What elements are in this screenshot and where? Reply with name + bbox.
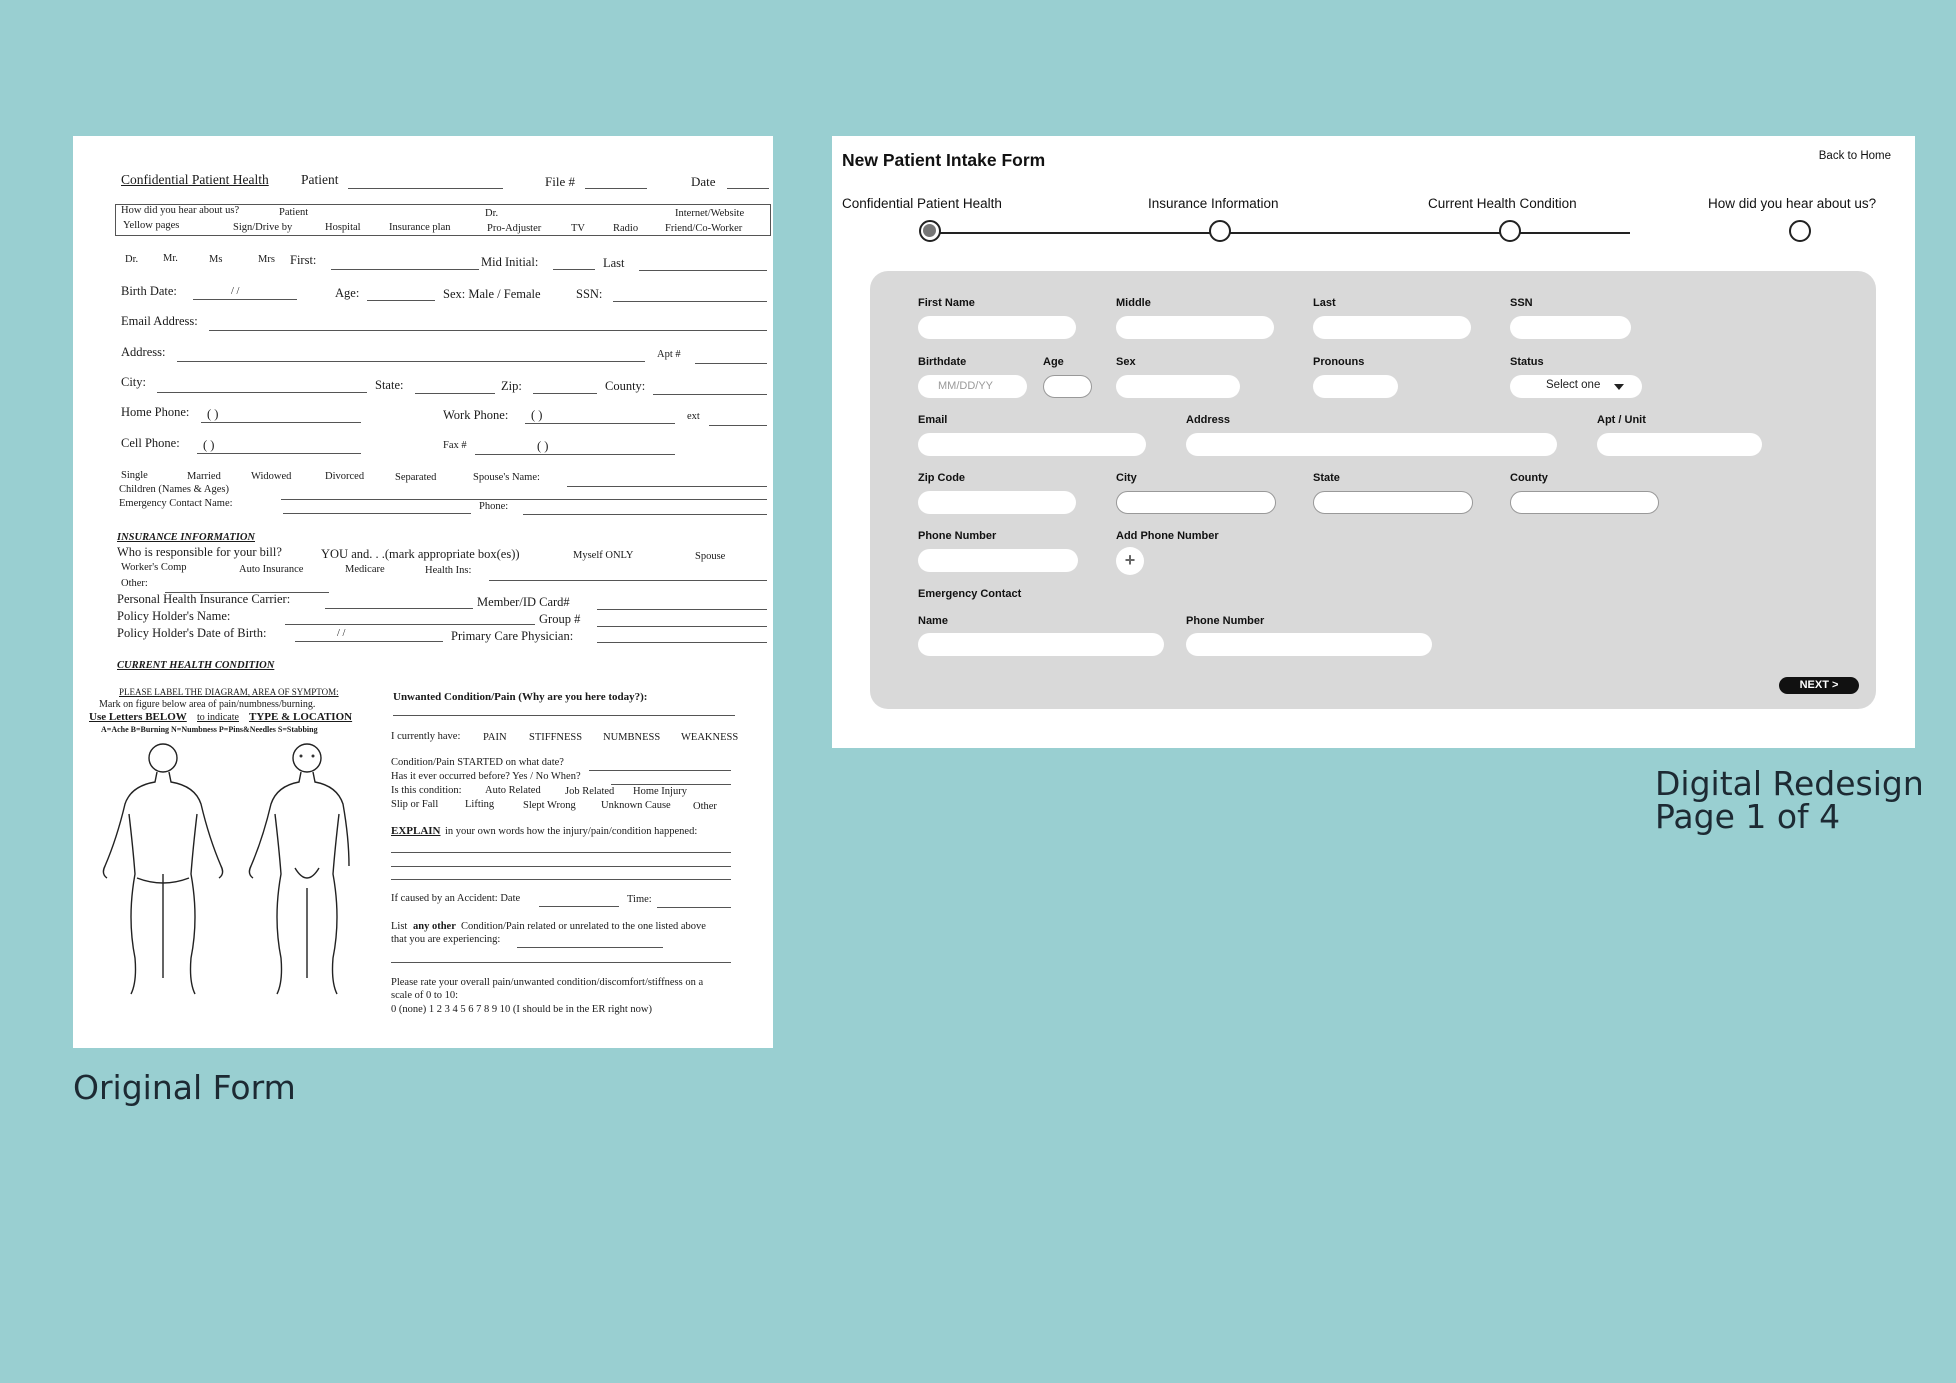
ssn-input[interactable] (1510, 316, 1631, 339)
step-node-1[interactable] (919, 220, 941, 242)
city-label: City (1116, 472, 1137, 484)
address-input[interactable] (1186, 433, 1557, 456)
date-label: Date (691, 174, 716, 189)
health-heading: CURRENT HEALTH CONDITION (117, 660, 275, 671)
auto-ins-label: Auto Insurance (239, 564, 304, 575)
first-label: First: (290, 253, 317, 267)
auto-related-label: Auto Related (485, 785, 541, 796)
rate-text-2: scale of 0 to 10: (391, 990, 459, 1001)
hear-sign: Sign/Drive by (233, 222, 293, 233)
email-input[interactable] (918, 433, 1146, 456)
use-letters: Use Letters BELOW (89, 711, 187, 723)
lifting-label: Lifting (465, 799, 495, 810)
ec-phone-label: Phone Number (1186, 615, 1265, 627)
city-input[interactable] (1116, 491, 1276, 514)
hear-friend: Friend/Co-Worker (665, 223, 743, 234)
weakness-label: WEAKNESS (681, 732, 739, 743)
apt-label: Apt # (657, 349, 681, 360)
workers-comp-label: Worker's Comp (121, 562, 187, 573)
step-label-1[interactable]: Confidential Patient Health (842, 196, 1002, 211)
widowed-label: Widowed (251, 471, 292, 482)
birth-slash: / / (231, 286, 240, 297)
insurance-heading: INSURANCE INFORMATION (117, 532, 255, 543)
redesign-caption-title: Digital Redesign (1655, 764, 1924, 803)
form-title: Confidential Patient Health (121, 172, 269, 187)
last-label: Last (603, 256, 625, 270)
rate-scale: 0 (none) 1 2 3 4 5 6 7 8 9 10 (I should be in the ER right now) (391, 1004, 653, 1015)
add-phone-button[interactable] (1116, 547, 1144, 575)
zip-code-label: Zip Code (918, 472, 966, 484)
apt-unit-input[interactable] (1597, 433, 1762, 456)
use-indicate: to indicate (197, 712, 239, 723)
group-label: Group # (539, 612, 581, 626)
hear-hospital: Hospital (325, 222, 361, 233)
hear-patient: Patient (279, 207, 309, 218)
ssn-label: SSN: (576, 287, 603, 301)
plus-icon: + (1124, 550, 1136, 570)
status-select[interactable] (1510, 375, 1642, 398)
home-phone-label: Home Phone: (121, 405, 190, 419)
symptom-legend: A=Ache B=Burning N=Numbness P=Pins&Needles S=Stabbing (101, 725, 318, 734)
ec-phone-input[interactable] (1186, 633, 1432, 656)
middle-input[interactable] (1116, 316, 1274, 339)
have-label: I currently have: (391, 731, 461, 742)
hear-internet: Internet/Website (675, 208, 745, 219)
time-label: Time: (627, 894, 652, 905)
form-panel (870, 271, 1876, 709)
slept-label: Slept Wrong (523, 800, 576, 811)
step-node-2[interactable] (1209, 220, 1231, 242)
hear-dr: Dr. (485, 208, 499, 219)
title-mrs: Mrs (258, 254, 275, 265)
form-title: New Patient Intake Form (842, 150, 1046, 170)
address-label: Address (1186, 414, 1231, 426)
birthdate-input[interactable] (918, 375, 1027, 398)
before-label: Has it ever occurred before? Yes / No When? (391, 771, 581, 782)
divorced-label: Divorced (325, 471, 365, 482)
body-diagram (91, 738, 351, 998)
pronouns-input[interactable] (1313, 375, 1398, 398)
myself-label: Myself ONLY (573, 550, 634, 561)
stiffness-label: STIFFNESS (529, 732, 583, 743)
unwanted-label: Unwanted Condition/Pain (Why are you here today?): (393, 691, 648, 703)
last-input[interactable] (1313, 316, 1471, 339)
ins-spouse-label: Spouse (695, 551, 726, 562)
ssn-label: SSN (1510, 297, 1533, 309)
experiencing-label: that you are experiencing: (391, 934, 501, 945)
add-phone-label: Add Phone Number (1116, 530, 1219, 542)
holder-dob-slash: / / (337, 628, 346, 639)
birthdate-label: Birthdate (918, 356, 967, 368)
state-label: State (1313, 472, 1340, 484)
ec-name-input[interactable] (918, 633, 1164, 656)
first-name-label: First Name (918, 297, 975, 309)
pcp-label: Primary Care Physician: (451, 629, 574, 643)
member-label: Member/ID Card# (477, 595, 570, 609)
fax-label: Fax # (443, 440, 467, 451)
hear-question: How did you hear about us? (121, 205, 240, 216)
sex-label: Sex: Male / Female (443, 287, 541, 301)
city-label: City: (121, 375, 147, 389)
title-ms: Ms (209, 254, 223, 265)
health-ins-label: Health Ins: (425, 565, 472, 576)
any-other-label: any other (413, 921, 456, 932)
holder-dob-label: Policy Holder's Date of Birth: (117, 626, 267, 640)
explain-text: in your own words how the injury/pain/condition happened: (445, 826, 698, 837)
status-label: Status (1510, 356, 1544, 368)
diagram-mark: Mark on figure below area of pain/numbness/burning. (99, 699, 316, 710)
email-label: Email Address: (121, 314, 198, 328)
step-label-4[interactable]: How did you hear about us? (1708, 196, 1877, 211)
cell-phone-paren: ( ) (203, 438, 215, 452)
age-label: Age (1043, 356, 1064, 368)
ec-name-label: Name (918, 615, 948, 627)
step-node-4[interactable] (1789, 220, 1811, 242)
county-label: County: (605, 379, 646, 393)
middle-label: Middle (1116, 297, 1151, 309)
holder-label: Policy Holder's Name: (117, 609, 231, 623)
cause-other-label: Other (693, 801, 717, 812)
is-condition-label: Is this condition: (391, 785, 462, 796)
you-and-label: YOU and. . .(mark appropriate box(es)) (321, 547, 520, 561)
emergency-contact-label: Emergency Contact (918, 588, 1022, 600)
single-label: Single (121, 470, 148, 481)
ins-other-label: Other: (121, 578, 148, 589)
medicare-label: Medicare (345, 564, 385, 575)
title-mr: Mr. (163, 253, 178, 264)
age-input[interactable] (1043, 375, 1092, 398)
list-label: List (391, 921, 408, 932)
sex-input[interactable] (1116, 375, 1240, 398)
rate-text-1: Please rate your overall pain/unwanted condition/discomfort/stiffness on a (391, 977, 704, 988)
married-label: Married (187, 471, 221, 482)
zip-code-input[interactable] (918, 491, 1076, 514)
carrier-label: Personal Health Insurance Carrier: (117, 592, 291, 606)
fax-paren: ( ) (537, 439, 549, 453)
unknown-label: Unknown Cause (601, 800, 671, 811)
job-related-label: Job Related (565, 786, 615, 797)
step-label-3[interactable]: Current Health Condition (1428, 196, 1577, 211)
home-injury-label: Home Injury (633, 786, 687, 797)
emergency-label: Emergency Contact Name: (119, 498, 233, 509)
hear-tv: TV (571, 223, 585, 234)
slip-label: Slip or Fall (391, 799, 439, 810)
status-value: Select one (1546, 379, 1601, 391)
birth-label: Birth Date: (121, 284, 177, 298)
phone-number-label: Phone Number (918, 530, 997, 542)
progress-track (930, 232, 1630, 234)
next-button[interactable]: NEXT > (1779, 677, 1859, 694)
emergency-phone-label: Phone: (479, 501, 509, 512)
pronouns-label: Pronouns (1313, 356, 1365, 368)
original-caption: Original Form (73, 1068, 296, 1107)
responsible-label: Who is responsible for your bill? (117, 545, 282, 559)
children-label: Children (Names & Ages) (119, 484, 229, 495)
chevron-down-icon (1614, 384, 1624, 390)
first-name-input[interactable] (918, 316, 1076, 339)
numbness-label: NUMBNESS (603, 732, 661, 743)
sex-label: Sex (1116, 356, 1136, 368)
diagram-label: PLEASE LABEL THE DIAGRAM, AREA OF SYMPTOM: (119, 687, 339, 697)
list-text: Condition/Pain related or unrelated to the one listed above (461, 921, 706, 932)
mid-label: Mid Initial: (481, 255, 539, 269)
work-phone-label: Work Phone: (443, 408, 509, 422)
digital-redesign-form (832, 136, 1915, 748)
county-label: County (1510, 472, 1548, 484)
pain-label: PAIN (483, 732, 507, 743)
last-label: Last (1313, 297, 1336, 309)
type-location: TYPE & LOCATION (249, 711, 353, 723)
phone-number-input[interactable] (918, 549, 1078, 572)
state-label: State: (375, 378, 404, 392)
explain-label: EXPLAIN (391, 825, 441, 837)
hear-adjuster: Pro-Adjuster (487, 223, 542, 234)
separated-label: Separated (395, 472, 437, 483)
started-label: Condition/Pain STARTED on what date? (391, 757, 564, 768)
file-label: File # (545, 174, 575, 189)
cell-phone-label: Cell Phone: (121, 436, 180, 450)
zip-label: Zip: (501, 379, 522, 393)
back-to-home-link[interactable]: Back to Home (1818, 150, 1891, 162)
title-dr: Dr. (125, 254, 139, 265)
hear-insurance: Insurance plan (389, 222, 451, 233)
ext-label: ext (687, 411, 700, 422)
state-input[interactable] (1313, 491, 1473, 514)
step-label-2[interactable]: Insurance Information (1148, 196, 1279, 211)
address-label: Address: (121, 345, 166, 359)
step-node-3[interactable] (1499, 220, 1521, 242)
birthdate-placeholder: MM/DD/YY (938, 380, 993, 392)
original-form-scan (73, 136, 773, 1048)
work-phone-paren: ( ) (531, 408, 543, 422)
home-phone-paren: ( ) (207, 407, 219, 421)
patient-label: Patient (301, 172, 339, 187)
spouse-label: Spouse's Name: (473, 472, 540, 483)
hear-yellow: Yellow pages (123, 220, 180, 231)
email-label: Email (918, 414, 948, 426)
apt-unit-label: Apt / Unit (1597, 414, 1646, 426)
county-input[interactable] (1510, 491, 1659, 514)
age-label: Age: (335, 286, 360, 300)
accident-label: If caused by an Accident: Date (391, 893, 521, 904)
redesign-caption-page: Page 1 of 4 (1655, 797, 1841, 836)
hear-radio: Radio (613, 223, 639, 234)
